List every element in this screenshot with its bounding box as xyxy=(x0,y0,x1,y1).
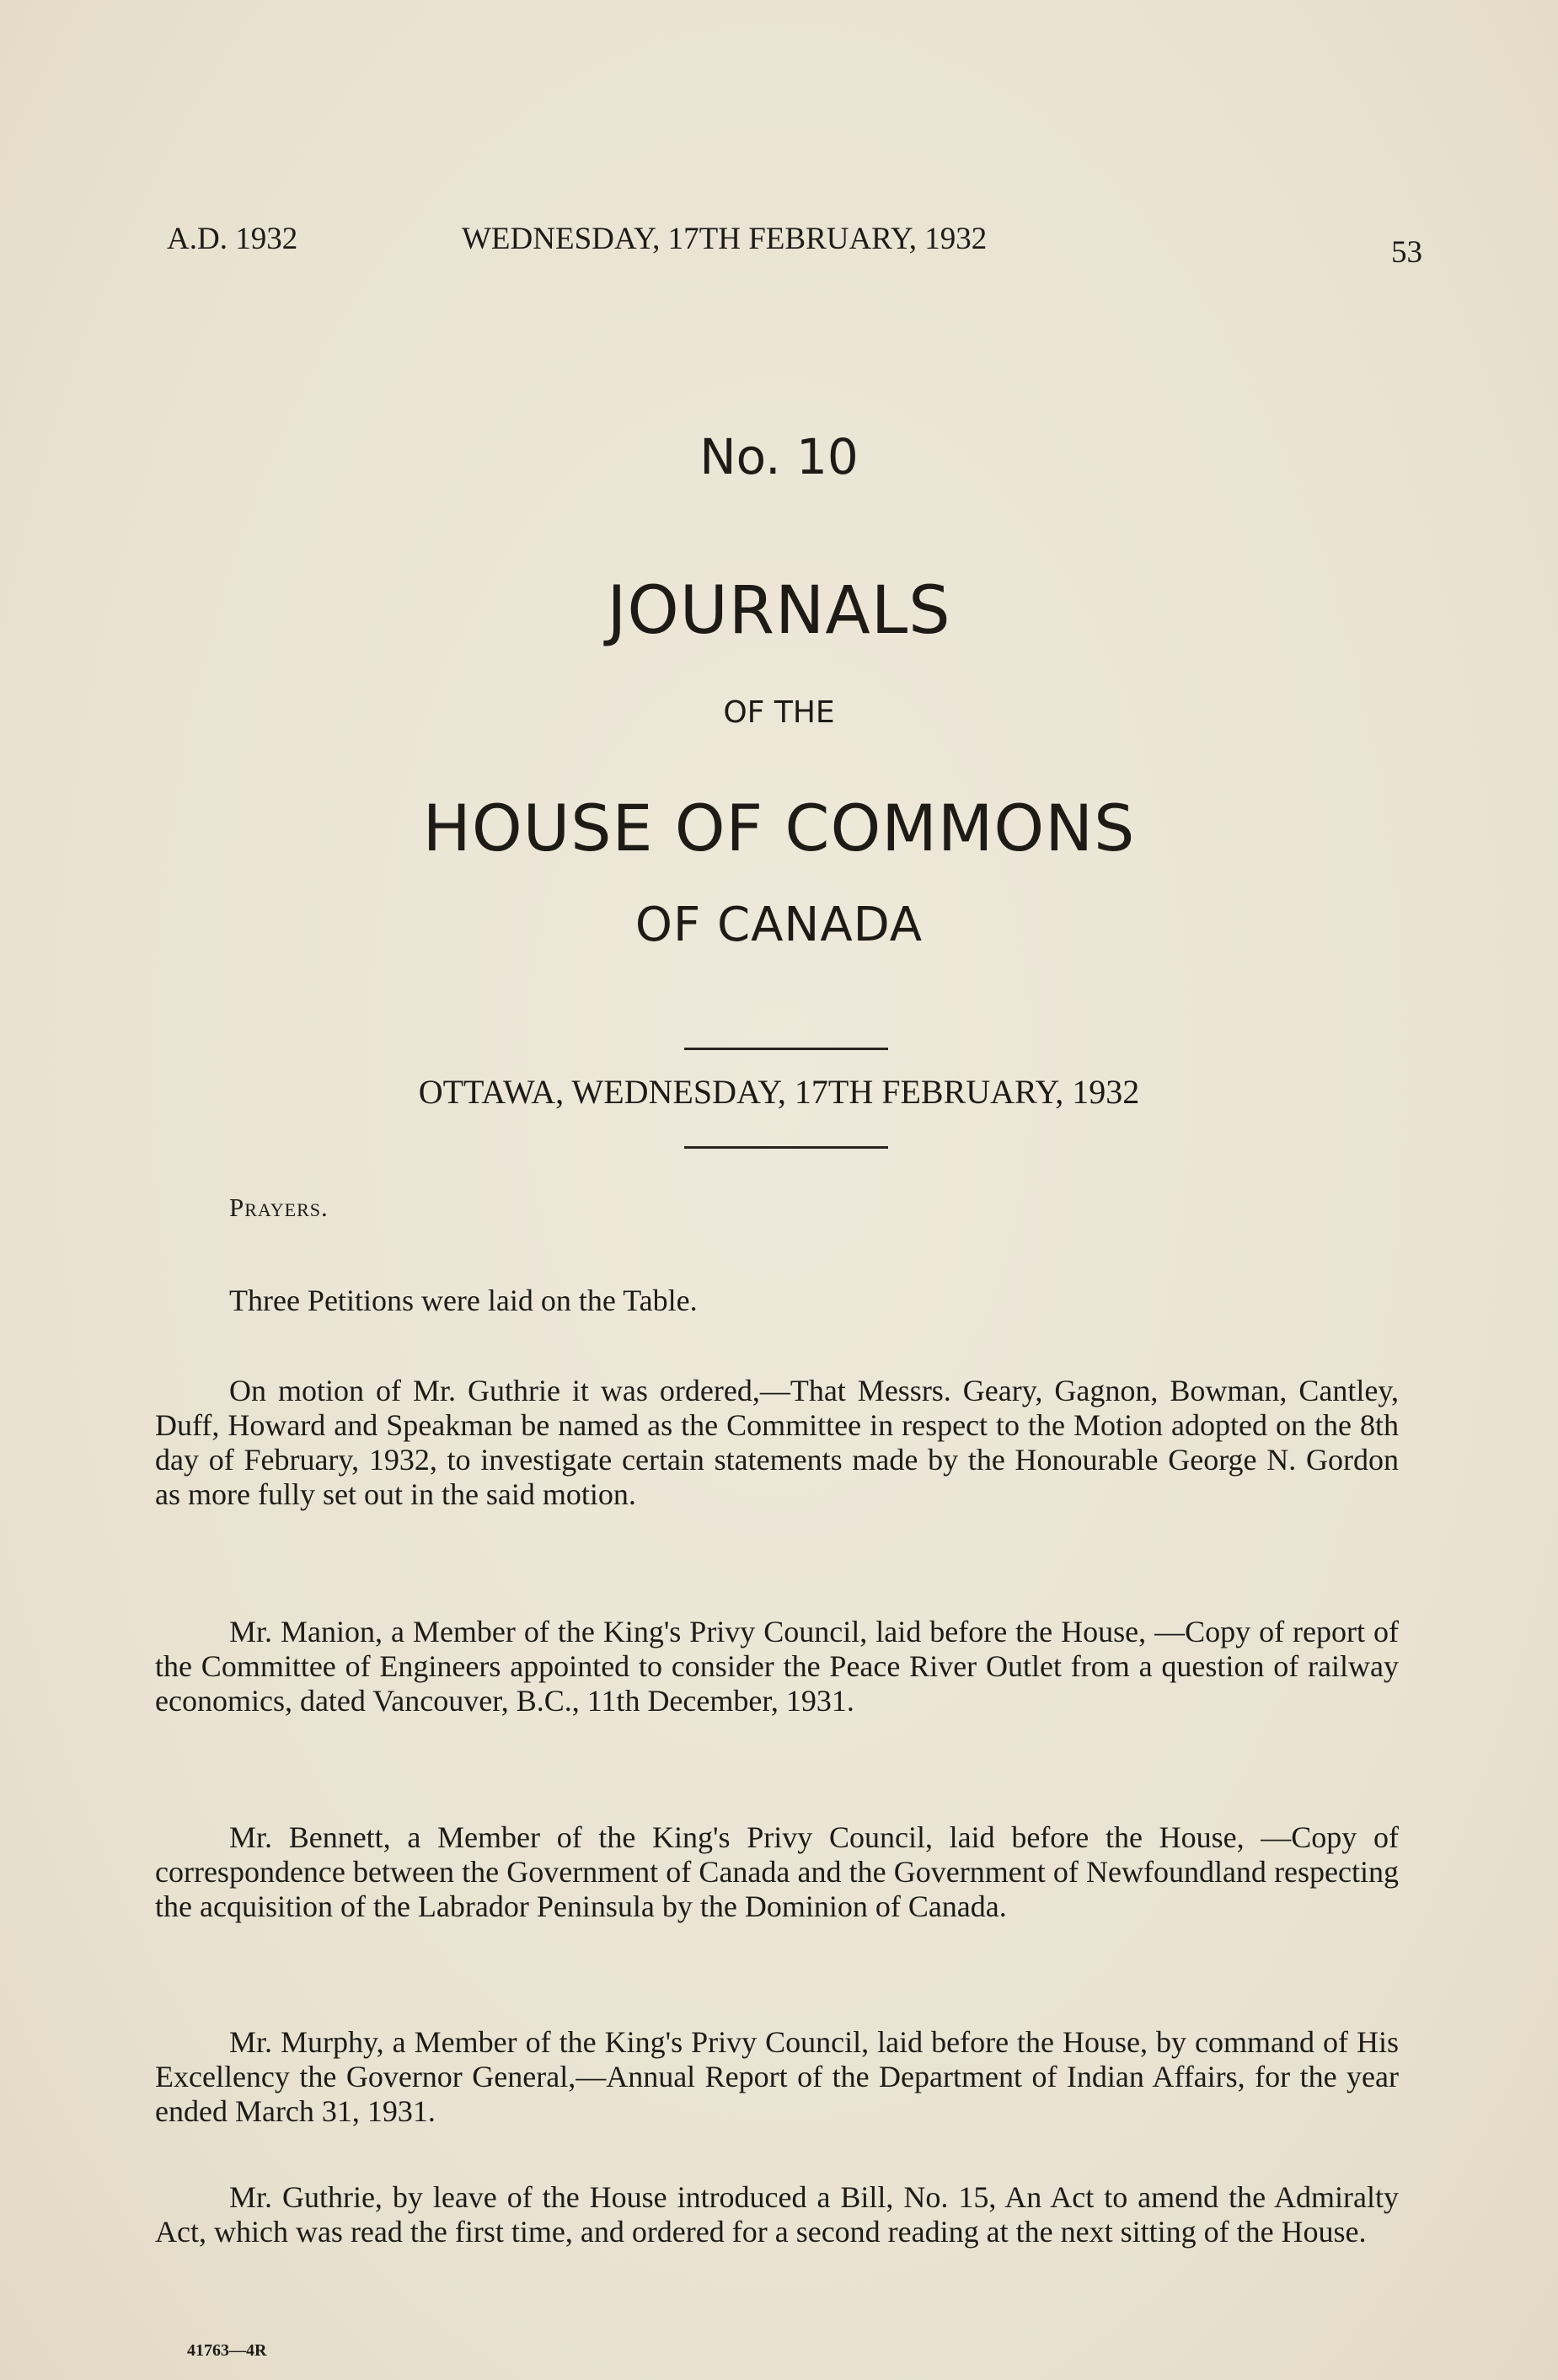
issue-number: No. 10 xyxy=(699,428,859,485)
house-of-commons-title: HOUSE OF COMMONS xyxy=(422,791,1136,866)
year-label: A.D. 1932 xyxy=(167,222,298,256)
running-head xyxy=(167,221,1422,271)
bennett-correspondence-paragraph: Mr. Bennett, a Member of the King's Privy Council, laid before the House, —Copy of correspondence between the Government of Canada and the Government of Newfoundland respecting the acquisition of the Labrador Peninsula by the Dominion of Canada. xyxy=(155,1820,1399,1923)
guthrie-bill-paragraph: Mr. Guthrie, by leave of the House introduced a Bill, No. 15, An Act to amend the Admiralty Act, which was read the first time, and ordered for a second reading at the next sitting of the House. xyxy=(155,2180,1399,2249)
divider-top xyxy=(684,1048,888,1050)
manion-report-paragraph: Mr. Manion, a Member of the King's Privy Council, laid before the House, —Copy of report of the Committee of Engineers appointed to consider the Peace River Outlet from a question of railway economics, dated Vancouver, B.C., 11th December, 1931. xyxy=(155,1615,1399,1718)
divider-bottom xyxy=(684,1146,888,1149)
running-head-date: WEDNESDAY, 17TH FEBRUARY, 1932 xyxy=(462,222,988,256)
print-code: 41763—4R xyxy=(187,2341,267,2360)
committee-motion-paragraph: On motion of Mr. Guthrie it was ordered,—That Messrs. Geary, Gagnon, Bowman, Cantley, Duff, Howard and Speakman be named as the Committee in respect to the Motion adopted on the 8th day of February, 1932, to investigate certain statements made by the Honourable George N. Gordon as more fully set out in the said motion. xyxy=(155,1374,1399,1511)
of-the-label: OF THE xyxy=(723,695,835,730)
journals-title: JOURNALS xyxy=(607,573,951,649)
page-number: 53 xyxy=(1391,235,1422,270)
prayers-heading: Prayers. xyxy=(229,1193,329,1222)
murphy-report-paragraph: Mr. Murphy, a Member of the King's Privy Council, laid before the House, by command of His Excellency the Governor General,—Annual Report of the Department of Indian Affairs, for the year ended March 31, 1931. xyxy=(155,2025,1399,2128)
dateline: OTTAWA, WEDNESDAY, 17TH FEBRUARY, 1932 xyxy=(418,1073,1140,1111)
of-canada-label: OF CANADA xyxy=(634,898,924,952)
petitions-paragraph: Three Petitions were laid on the Table. xyxy=(229,1284,698,1317)
